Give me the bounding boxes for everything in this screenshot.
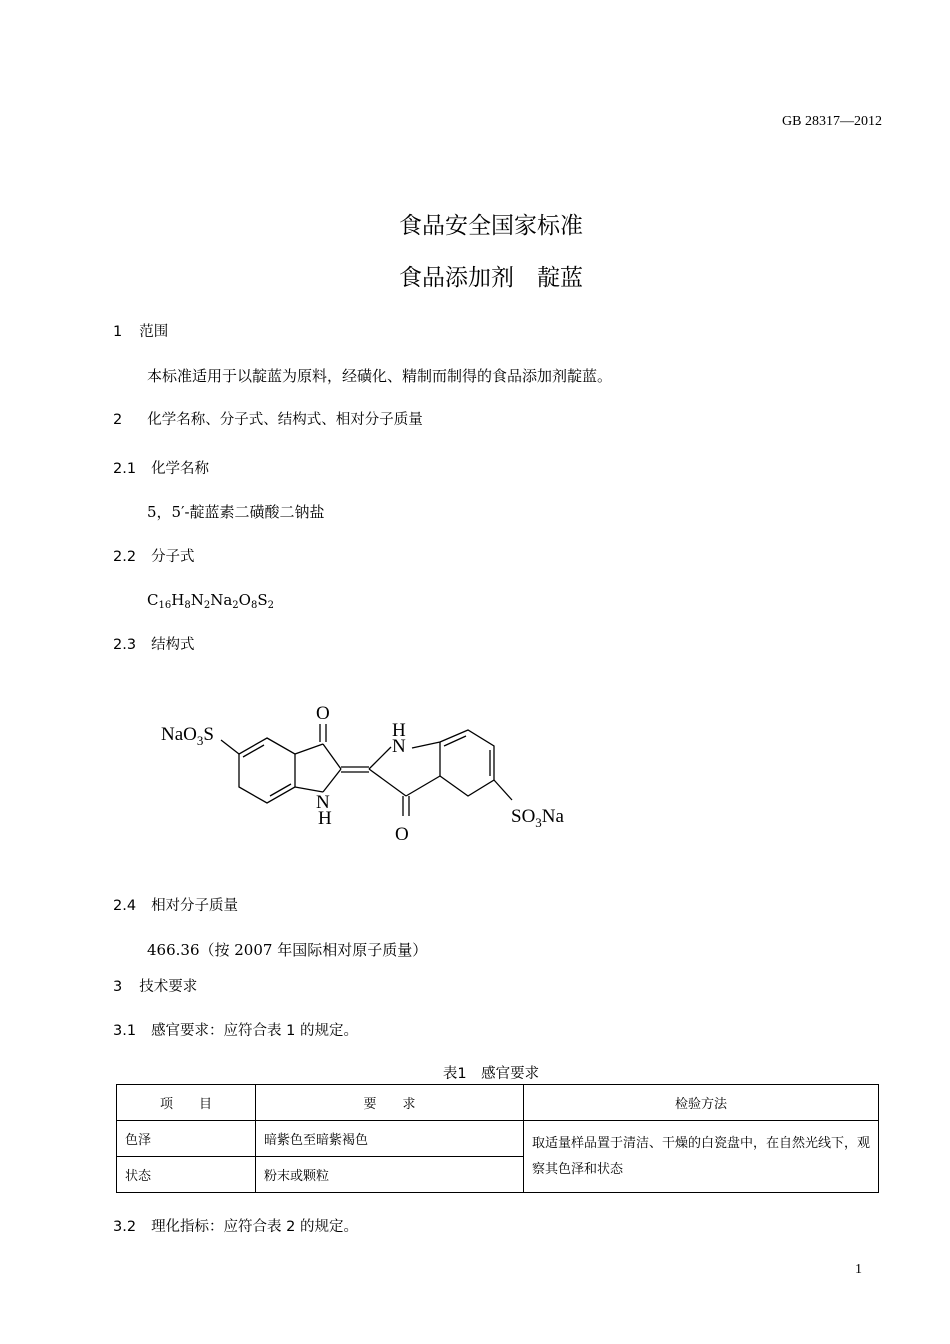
- section-1-heading: [113, 320, 168, 341]
- section-title: 相对分子质量: [151, 898, 239, 914]
- structural-formula: [150, 692, 580, 852]
- section-number: 2.2: [113, 549, 137, 565]
- right-nh-h-label: H: [392, 720, 406, 741]
- right-sulfonate-group: $SO_3Na$: [511, 806, 564, 830]
- section-number: 3.1: [113, 1023, 137, 1039]
- section-3-1-heading: [113, 1019, 358, 1040]
- section-title: 化学名称: [151, 461, 210, 477]
- document-title: 食品添加剂 靛蓝: [399, 265, 583, 291]
- row-requirement: 暗紫色至暗紫褐色: [256, 1121, 524, 1157]
- section-2-heading: [113, 408, 423, 429]
- section-3-2-heading: [113, 1215, 358, 1236]
- table-1-caption: 表1 感官要求: [442, 1066, 540, 1082]
- column-header-method: 检验方法: [524, 1085, 879, 1121]
- section-title: 技术要求: [139, 979, 198, 995]
- row-item: 状态: [117, 1157, 256, 1193]
- left-oxygen-label: O: [316, 703, 330, 724]
- column-header-item: 项 目: [117, 1085, 256, 1121]
- row-requirement: 粉末或颗粒: [256, 1157, 524, 1193]
- section-title: 化学名称、分子式、结构式、相对分子质量: [147, 412, 423, 428]
- section-number: 3: [113, 979, 123, 995]
- section-2-4-heading: [113, 894, 238, 915]
- left-nh-h-label: H: [318, 808, 332, 829]
- section-2-3-heading: [113, 633, 195, 654]
- section-title: 范围: [139, 324, 169, 340]
- section-title: 感官要求：应符合表 1 的规定。: [151, 1023, 359, 1039]
- chemical-name: 5，5′-靛蓝素二磺酸二钠盐: [147, 503, 325, 521]
- test-method-cell: 取适量样品置于清洁、干燥的白瓷盘中，在自然光线下，观察其色泽和状态: [524, 1121, 879, 1193]
- section-number: 2: [113, 412, 123, 428]
- left-nh-n-label: N: [316, 792, 330, 813]
- left-sulfonate-group: NaO$_3$S: [161, 724, 214, 748]
- section-number: 2.4: [113, 898, 137, 914]
- section-title: 理化指标：应符合表 2 的规定。: [151, 1219, 359, 1235]
- row-item: 色泽: [117, 1121, 256, 1157]
- column-header-requirement: 要 求: [256, 1085, 524, 1121]
- section-2-2-heading: [113, 545, 195, 566]
- page-number: 1: [855, 1262, 862, 1277]
- right-oxygen-label: O: [395, 824, 409, 845]
- table-row: [117, 1121, 879, 1157]
- section-title: 分子式: [151, 549, 195, 565]
- section-3-heading: [113, 975, 197, 996]
- section-number: 1: [113, 324, 123, 340]
- sensory-requirements-table: [116, 1084, 879, 1193]
- molecular-formula: $C_{16}H_8N_2Na_2O_8S_2$: [147, 591, 274, 611]
- section-number: 3.2: [113, 1219, 137, 1235]
- section-2-1-heading: [113, 457, 209, 478]
- section-1-text: 本标准适用于以靛蓝为原料，经磺化、精制而制得的食品添加剂靛蓝。: [147, 367, 613, 385]
- section-number: 2.3: [113, 637, 137, 653]
- molecular-mass: 466.36（按 2007 年国际相对原子质量）: [147, 941, 428, 959]
- document-code: GB 28317—2012: [782, 114, 882, 129]
- section-title: 结构式: [151, 637, 195, 653]
- table-header-row: [117, 1085, 879, 1121]
- right-nh-n-label: N: [392, 736, 406, 757]
- section-number: 2.1: [113, 461, 137, 477]
- standard-title: 食品安全国家标准: [399, 213, 583, 239]
